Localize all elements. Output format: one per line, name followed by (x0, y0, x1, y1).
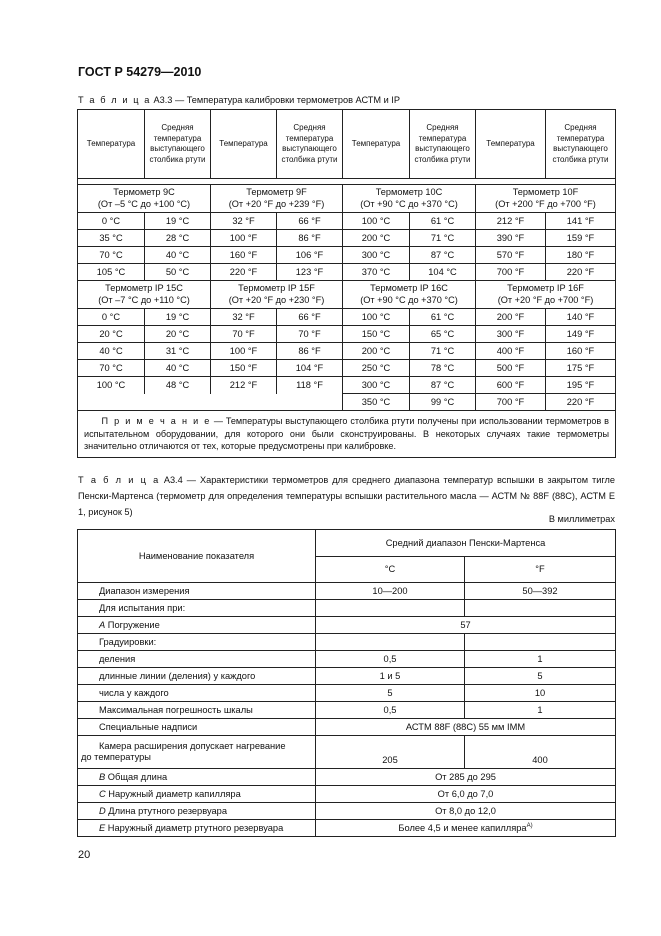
thermometer-range: (От +200 °F до +700 °F) (495, 198, 596, 209)
page-number: 20 (78, 849, 91, 861)
table-cell: 40 °С (145, 247, 211, 264)
thermometer-name: Термометр 10F (512, 187, 579, 197)
table-cell: 78 °С (410, 360, 476, 377)
table-cell: 300 °С (343, 247, 410, 264)
row-label (78, 820, 316, 837)
table-cell: 175 °F (546, 360, 616, 377)
note-row (78, 411, 616, 458)
thermometer-range: (От +20 °F до +239 °F) (228, 198, 325, 209)
thermometer-range: (От +90 °С до +370 °С) (360, 198, 458, 209)
table-row (78, 617, 616, 634)
table-row (78, 651, 616, 668)
table-cell: 141 °F (546, 213, 616, 230)
row-label: длинные линии (деления) у каждого (78, 668, 316, 685)
table-cell: 0 °С (78, 309, 145, 326)
table-cell: 370 °С (343, 264, 410, 281)
row-letter: С (99, 788, 106, 799)
table-row (78, 264, 616, 281)
header-temp: Температура (211, 110, 277, 179)
empty-cell (316, 600, 465, 617)
table-cell: 100 °С (343, 309, 410, 326)
table-cell: 86 °F (277, 343, 343, 360)
table-row (78, 213, 616, 230)
table-cell: 350 °С (343, 394, 410, 411)
thermometer-group (78, 281, 211, 309)
table-cell (145, 394, 211, 411)
thermometer-range: (От +90 °С до +370 °С) (360, 294, 458, 305)
table-cell: 100 °F (211, 230, 277, 247)
value-text: Более 4,5 и менее капилляра (398, 823, 527, 834)
table-cell: 570 °F (476, 247, 546, 264)
row-label (78, 803, 316, 820)
table-cell: 100 °F (211, 343, 277, 360)
table-cell: 118 °F (277, 377, 343, 394)
row-label: деления (78, 651, 316, 668)
table-row (78, 394, 616, 411)
table-note (78, 411, 616, 458)
row-label (78, 736, 316, 769)
thermometer-group-row (78, 185, 616, 213)
table-cell: 195 °F (546, 377, 616, 394)
header-stem: Средняя температура выступающего столбика ртути (546, 110, 616, 179)
table-cell: 19 °С (145, 309, 211, 326)
value-merged: От 8,0 до 12,0 (316, 803, 616, 820)
table-cell: 250 °С (343, 360, 410, 377)
value-fahrenheit: 10 (465, 685, 616, 702)
row-label (78, 769, 316, 786)
row-label (78, 617, 316, 634)
table-row (78, 360, 616, 377)
table-cell: 160 °F (211, 247, 277, 264)
footnote-mark: А) (526, 823, 533, 830)
table-cell: 159 °F (546, 230, 616, 247)
header-temp: Температура (78, 110, 145, 179)
table-cell: 32 °F (211, 213, 277, 230)
table-cell: 104 °С (410, 264, 476, 281)
table-cell: 220 °F (546, 394, 616, 411)
value-merged: От 6,0 до 7,0 (316, 786, 616, 803)
table-row (78, 702, 616, 719)
table-cell: 180 °F (546, 247, 616, 264)
table-row (78, 803, 616, 820)
thermometer-range: (От +20 °F до +700 °F) (497, 294, 594, 305)
table-cell: 71 °С (410, 230, 476, 247)
table-cell: 70 °F (211, 326, 277, 343)
caption-text: А3.4 — Характеристики термометров для среднего диапазона температур вспышки в закрытом тигле Пенски-Мартенса (термометр для определения температуры вспышки растительного масла — АСТМ № 88F (88С), АСТМ Е 1, рисунок 5) (78, 475, 615, 517)
table-cell: 200 °С (343, 230, 410, 247)
value-fahrenheit: 1 (465, 651, 616, 668)
thermometer-group (211, 281, 343, 309)
table-cell: 160 °F (546, 343, 616, 360)
empty-cell (316, 634, 465, 651)
caption-prefix: Т а б л и ц а (78, 95, 151, 105)
table-row (78, 230, 616, 247)
table-cell: 70 °С (78, 247, 145, 264)
table-cell: 212 °F (476, 213, 546, 230)
table-row (78, 719, 616, 736)
header-celsius: °С (316, 557, 465, 583)
table-cell: 700 °F (476, 264, 546, 281)
value-merged: От 285 до 295 (316, 769, 616, 786)
value-celsius: 10—200 (316, 583, 465, 600)
table-cell: 86 °F (277, 230, 343, 247)
table-cell: 123 °F (277, 264, 343, 281)
table-row (78, 634, 616, 651)
table-row (78, 326, 616, 343)
header-range: Средний диапазон Пенски-Мартенса (316, 530, 616, 557)
table-header-row (78, 530, 616, 557)
row-letter: Е (99, 822, 106, 833)
block1-body (78, 213, 616, 281)
table-row (78, 377, 616, 394)
row-label-text: Наружный диаметр ртутного резервуара (105, 822, 284, 833)
table-cell: 220 °F (211, 264, 277, 281)
table-header-row (78, 110, 616, 179)
row-label-text: Наружный диаметр капилляра (105, 788, 241, 799)
row-label-line: до температуры (81, 752, 151, 762)
value-celsius: 205 (316, 736, 465, 769)
table-row (78, 786, 616, 803)
thermometer-name: Термометр IP 16F (507, 283, 584, 293)
thermometer-group (343, 185, 476, 213)
table-cell: 150 °F (211, 360, 277, 377)
table-cell (78, 394, 145, 411)
table-cell: 104 °F (277, 360, 343, 377)
table-cell: 32 °F (211, 309, 277, 326)
table-row (78, 583, 616, 600)
thermometer-name: Термометр IP 15F (238, 283, 315, 293)
note-text: — Температуры выступающего столбика ртути получены при использовании термометров в испытательном оборудовании, для которого они были сконструированы. В некоторых случаях такие термометры значительно отличаются от тех, которые предусмотрены при калибровке. (84, 416, 609, 451)
row-label (78, 786, 316, 803)
thermometer-group (476, 281, 616, 309)
thermometer-name: Термометр 10С (375, 187, 443, 197)
value-fahrenheit: 1 (465, 702, 616, 719)
table-cell: 300 °С (343, 377, 410, 394)
thermometer-range: (От –5 °С до +100 °С) (97, 198, 191, 209)
value-fahrenheit: 5 (465, 668, 616, 685)
row-label: Максимальная погрешность шкалы (78, 702, 316, 719)
header-indicator: Наименование показателя (78, 530, 316, 583)
row-label-text: Длина ртутного резервуара (105, 805, 228, 816)
value-celsius: 0,5 (316, 702, 465, 719)
table-cell: 0 °С (78, 213, 145, 230)
thermometer-group-row (78, 281, 616, 309)
value-fahrenheit: 50—392 (465, 583, 616, 600)
caption-text: А3.3 — Температура калибровки термометров АСТМ и IP (150, 95, 400, 105)
row-letter: А (99, 619, 106, 630)
table-row (78, 685, 616, 702)
table-cell: 40 °С (78, 343, 145, 360)
table-cell: 150 °С (343, 326, 410, 343)
thermometer-group (343, 281, 476, 309)
row-label: Диапазон измерения (78, 583, 316, 600)
table-row (78, 736, 616, 769)
calibration-table (77, 109, 616, 458)
table-cell: 20 °С (78, 326, 145, 343)
table-cell: 66 °F (277, 213, 343, 230)
row-label: Градуировки: (78, 634, 316, 651)
table-cell: 28 °С (145, 230, 211, 247)
table-cell: 105 °С (78, 264, 145, 281)
row-label: Для испытания при: (78, 600, 316, 617)
thermometer-range: (От –7 °С до +110 °С) (98, 294, 190, 305)
table-cell: 35 °С (78, 230, 145, 247)
table-cell: 100 °С (343, 213, 410, 230)
row-letter: В (99, 771, 106, 782)
table-cell: 65 °С (410, 326, 476, 343)
value-celsius: 1 и 5 (316, 668, 465, 685)
table-cell: 70 °F (277, 326, 343, 343)
table-cell: 149 °F (546, 326, 616, 343)
table-cell: 400 °F (476, 343, 546, 360)
table-cell: 140 °F (546, 309, 616, 326)
table-cell: 70 °С (78, 360, 145, 377)
document-header: ГОСТ Р 54279—2010 (78, 65, 202, 79)
table-cell: 61 °С (410, 309, 476, 326)
caption-prefix: Т а б л и ц а (78, 475, 160, 485)
thermometer-characteristics-table (77, 529, 616, 837)
thermometer-name: Термометр IP 15C (105, 283, 183, 293)
table-cell: 500 °F (476, 360, 546, 377)
table-cell: 390 °F (476, 230, 546, 247)
row-label-text: Погружение (105, 619, 160, 630)
table-cell: 61 °С (410, 213, 476, 230)
empty-cell (465, 600, 616, 617)
table-row (78, 343, 616, 360)
thermometer-name: Термометр 9F (246, 187, 307, 197)
thermometer-range: (От +20 °F до +230 °F) (228, 294, 325, 305)
table-cell (211, 394, 277, 411)
table-cell: 50 °С (145, 264, 211, 281)
table-cell: 48 °С (145, 377, 211, 394)
table-row (78, 769, 616, 786)
value-celsius: 5 (316, 685, 465, 702)
header-temp: Температура (476, 110, 546, 179)
table-cell (277, 394, 343, 411)
value-celsius: 0,5 (316, 651, 465, 668)
value-fahrenheit: 400 (465, 736, 616, 769)
table-row (78, 309, 616, 326)
table-cell: 31 °С (145, 343, 211, 360)
row-letter: D (99, 805, 106, 816)
thermometer-group (476, 185, 616, 213)
table-row (78, 600, 616, 617)
table-cell: 200 °F (476, 309, 546, 326)
row-label-line: Камера расширения допускает нагревание (99, 741, 286, 751)
header-fahrenheit: °F (465, 557, 616, 583)
table-cell: 20 °С (145, 326, 211, 343)
table-row (78, 668, 616, 685)
header-stem: Средняя температура выступающего столбика ртути (145, 110, 211, 179)
empty-cell (465, 634, 616, 651)
table-cell: 71 °С (410, 343, 476, 360)
header-temp: Температура (343, 110, 410, 179)
header-stem: Средняя температура выступающего столбика ртути (410, 110, 476, 179)
table-cell: 300 °F (476, 326, 546, 343)
note-prefix: П р и м е ч а н и е (101, 416, 211, 426)
table-cell: 200 °С (343, 343, 410, 360)
row-label-text: Общая длина (105, 771, 168, 782)
table-cell: 212 °F (211, 377, 277, 394)
row-label: Специальные надписи (78, 719, 316, 736)
row-label: числа у каждого (78, 685, 316, 702)
table-row (78, 820, 616, 837)
table-row (78, 247, 616, 264)
table1-caption (78, 92, 400, 108)
block2-body (78, 309, 616, 411)
table-cell: 87 °С (410, 377, 476, 394)
value-merged: 57 (316, 617, 616, 634)
table-cell: 87 °С (410, 247, 476, 264)
thermometer-name: Термометр 9С (113, 187, 175, 197)
table-cell: 66 °F (277, 309, 343, 326)
value-merged: АСТМ 88F (88С) 55 мм IMM (316, 719, 616, 736)
table-cell: 600 °F (476, 377, 546, 394)
table-cell: 99 °С (410, 394, 476, 411)
table-cell: 700 °F (476, 394, 546, 411)
value-merged (316, 820, 616, 837)
units-label: В миллиметрах (548, 514, 615, 524)
table-cell: 220 °F (546, 264, 616, 281)
table-cell: 40 °С (145, 360, 211, 377)
header-stem: Средняя температура выступающего столбика ртути (277, 110, 343, 179)
thermometer-group (211, 185, 343, 213)
thermometer-name: Термометр IP 16C (370, 283, 448, 293)
table-cell: 19 °С (145, 213, 211, 230)
table-cell: 100 °С (78, 377, 145, 394)
table-cell: 106 °F (277, 247, 343, 264)
thermometer-group (78, 185, 211, 213)
